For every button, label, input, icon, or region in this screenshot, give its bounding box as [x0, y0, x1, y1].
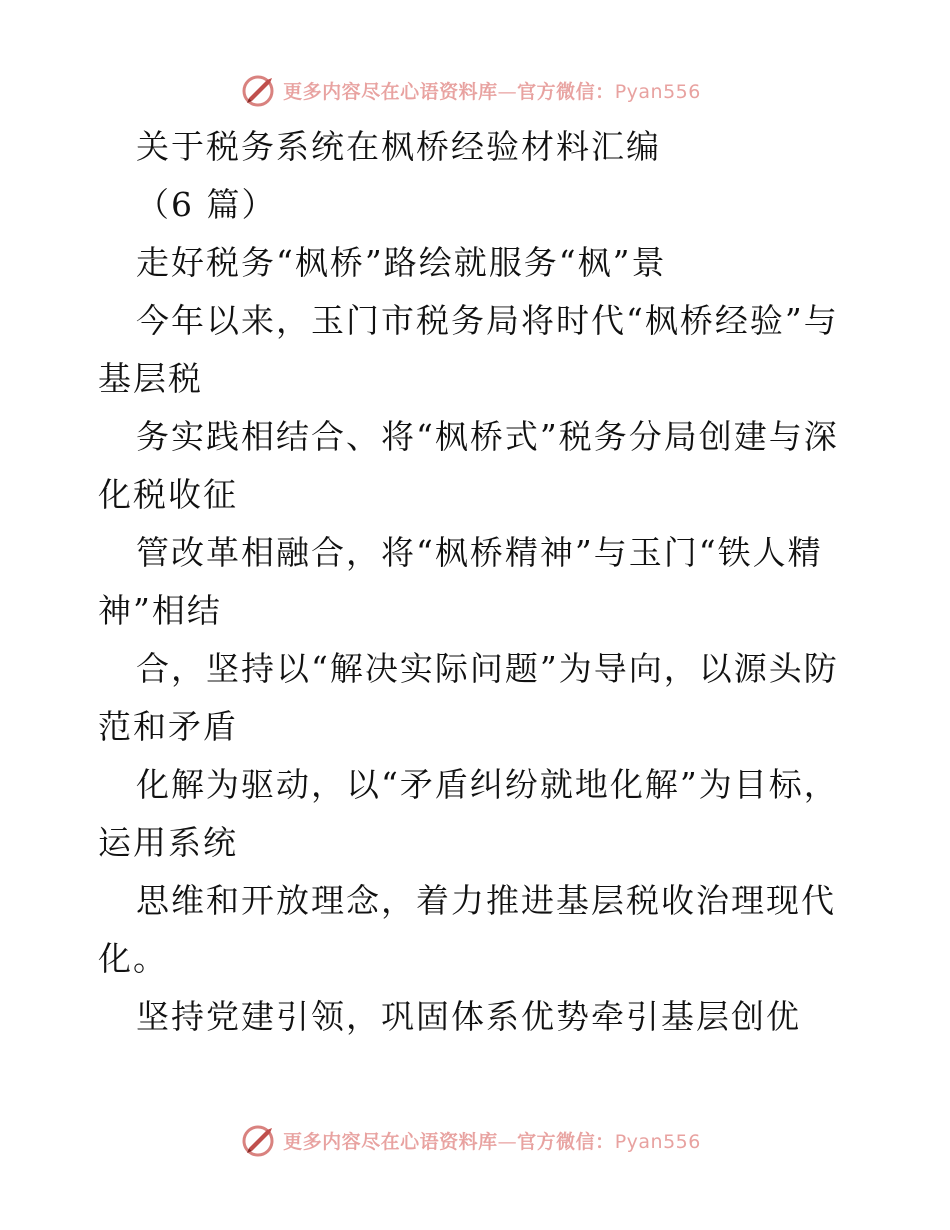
text-line: 化税收征 [98, 475, 238, 514]
text-line: 思维和开放理念，着力推进基层税收治理现代 [136, 881, 836, 920]
document-title: 关于税务系统在枫桥经验材料汇编 [136, 127, 661, 166]
text-line: 务实践相结合、将“枫桥式”税务分局创建与深 [136, 417, 839, 456]
document-body [98, 118, 858, 1046]
watermark-group [241, 72, 701, 108]
text-line: 化解为驱动，以“矛盾纠纷就地化解”为目标， [136, 765, 839, 804]
text-line: （6 篇） [136, 185, 277, 224]
text-line: 坚持党建引领，巩固体系优势牵引基层创优 [136, 997, 801, 1036]
watermark-id: Pyan556 [614, 80, 701, 103]
pen-logo-icon [241, 72, 279, 108]
text-line: 走好税务“枫桥”路绘就服务“枫”景 [136, 243, 667, 282]
text-line: 化。 [98, 939, 168, 978]
text-line: 合，坚持以“解决实际问题”为导向，以源头防 [136, 649, 839, 688]
text-line: 管改革相融合，将“枫桥精神”与玉门“铁人精 [136, 533, 823, 572]
text-line: 基层税 [98, 359, 203, 398]
pen-logo-icon [241, 1122, 279, 1158]
text-line: 范和矛盾 [98, 707, 238, 746]
text-line: 神”相结 [98, 591, 222, 630]
watermark-separator: — [497, 80, 518, 103]
watermark-label: 官方微信： [517, 80, 615, 103]
watermark-main-text: 更多内容尽在心语资料库 [283, 1130, 498, 1153]
watermark-main-text: 更多内容尽在心语资料库 [283, 80, 498, 103]
header-watermark [0, 70, 950, 110]
watermark-text [283, 1127, 701, 1154]
footer-watermark [0, 1120, 950, 1160]
watermark-id: Pyan556 [614, 1130, 701, 1153]
text-line: 运用系统 [98, 823, 238, 862]
watermark-text [283, 77, 701, 104]
watermark-label: 官方微信： [517, 1130, 615, 1153]
watermark-separator: — [497, 1130, 518, 1153]
text-line: 今年以来，玉门市税务局将时代“枫桥经验”与 [136, 301, 839, 340]
watermark-group [241, 1122, 701, 1158]
